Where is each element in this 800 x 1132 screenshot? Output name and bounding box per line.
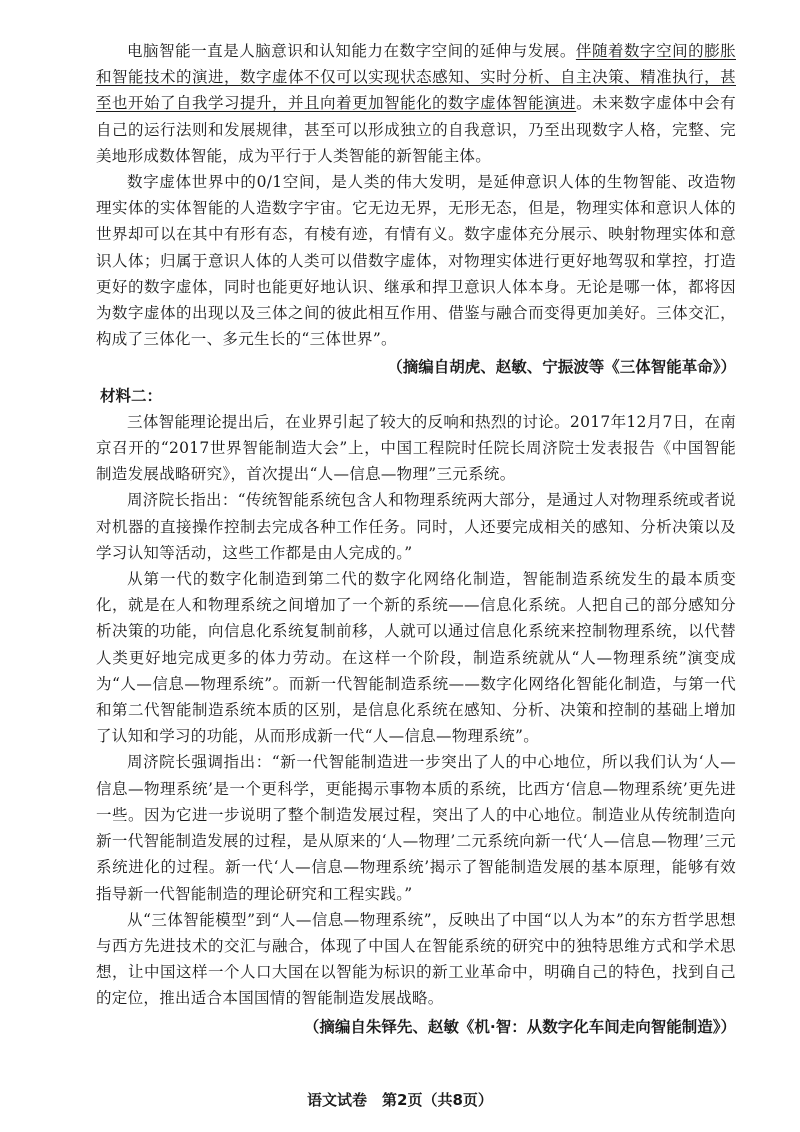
material2-paragraph-4: 周济院长强调指出：“新一代智能制造进一步突出了人的中心地位，所以我们认为‘人—信息—物理系统’是一个更科学，更能揭示事物本质的系统，比西方‘信息—物理系统’更先进一些。因为它进一步说明了整个制造发展过程，突出了人的中心地位。制造业从传统制造向新一代智能制造发展的过程，是从原来的‘人—物理’二元系统向新一代‘人—信息—物理’三元系统进化的过程。新一代‘人—信息—物理系统’揭示了智能制造发展的基本原理，能够有效指导新一代智能制造的理论研究和工程实践。”: [96, 753, 736, 903]
material2-paragraph-5: 从“三体智能模型”到“人—信息—物理系统”，反映出了中国“以人为本”的东方哲学思想与西方先进技术的交汇与融合，体现了中国人在智能系统的研究中的独特思维方式和学术思想，让中国这样一个人口大国在以智能为标识的新工业革命中，明确自己的特色，找到自己的定位，推出适合本国国情的智能制造发展战略。: [96, 910, 736, 1008]
material2-paragraph-3: 从第一代的数字化制造到第二代的数字化网络化制造，智能制造系统发生的最本质变化，就是在人和物理系统之间增加了一个新的系统——信息化系统。人把自己的部分感知分析决策的功能，向信息化系统复制前移，人就可以通过信息化系统来控制物理系统，以代替人类更好地完成更多的体力劳动。在这样一个阶段，制造系统就从“人—物理系统”演变成为“人—信息—物理系统”。而新一代智能制造系统——数字化网络化智能化制造，与第一代和第二代智能制造系统本质的区别，是信息化系统在感知、分析、决策和控制的基础上增加了认知和学习的功能，从而形成新一代“人—信息—物理系统”。: [96, 570, 736, 746]
material1-p1-rest: 。未来数字虚体中会有自己的运行法则和发展规律，甚至可以形成独立的自我意识，乃至出现数字人格，完整、完美地形成数体智能，成为平行于人类智能的新智能主体。: [96, 94, 736, 165]
document-page: [96, 38, 736, 1040]
material2-heading: 材料二：: [100, 386, 163, 405]
material2-paragraph-1: 三体智能理论提出后，在业界引起了较大的反响和热烈的讨论。2017年12月7日，在南京召开的“2017世界智能制造大会”上，中国工程院时任院长周济院士发表报告《中国智能制造发展战略研究》，首次提出“人—信息—物理”三元系统。: [96, 412, 736, 484]
material1-source: （摘编自胡虎、赵敏、宁振波等《三体智能革命》）: [387, 358, 736, 377]
material1-paragraph-2: 数字虚体世界中的0/1空间，是人类的伟大发明，是延伸意识人体的生物智能、改造物理实体的实体智能的人造数字宇宙。它无边无界，无形无态，但是，物理实体和意识人体的世界却可以在其中有形有态，有棱有迹，有情有义。数字虚体充分展示、映射物理实体和意识人体；归属于意识人体的人类可以借数字虚体，对物理实体进行更好地驾驭和掌控，打造更好的数字虚体，同时也能更好地认识、继承和捍卫意识人体本身。无论是哪一体，都将因为数字虚体的出现以及三体之间的彼此相互作用、借鉴与融合而变得更加美好。三体交汇，构成了三体化一、多元生长的“三体世界”。: [96, 173, 736, 349]
page-footer: 语文试卷 第2页（共8页）: [307, 1091, 493, 1109]
material1-p1-plain: 电脑智能一直是人脑意识和认知能力在数字空间的延伸与发展。: [127, 42, 576, 60]
material1-p1-underlined: 伴随着数字空间的膨胀和智能技术的演进，数字虚体不仅可以实现状态感知、实时分析、自主决策、精准执行，甚至也开始了自我学习提升，并且向着更加智能化的数字虚体智能演进: [96, 42, 736, 113]
material2-source: （摘编自朱铎先、赵敏《机·智：从数字化车间走向智能制造》）: [303, 1017, 736, 1036]
material2-paragraph-2: 周济院长指出：“传统智能系统包含人和物理系统两大部分，是通过人对物理系统或者说对机器的直接操作控制去完成各种工作任务。同时，人还要完成相关的感知、分析决策以及学习认知等活动，这些工作都是由人完成的。”: [96, 491, 736, 562]
material1-paragraph-1: [96, 38, 736, 169]
